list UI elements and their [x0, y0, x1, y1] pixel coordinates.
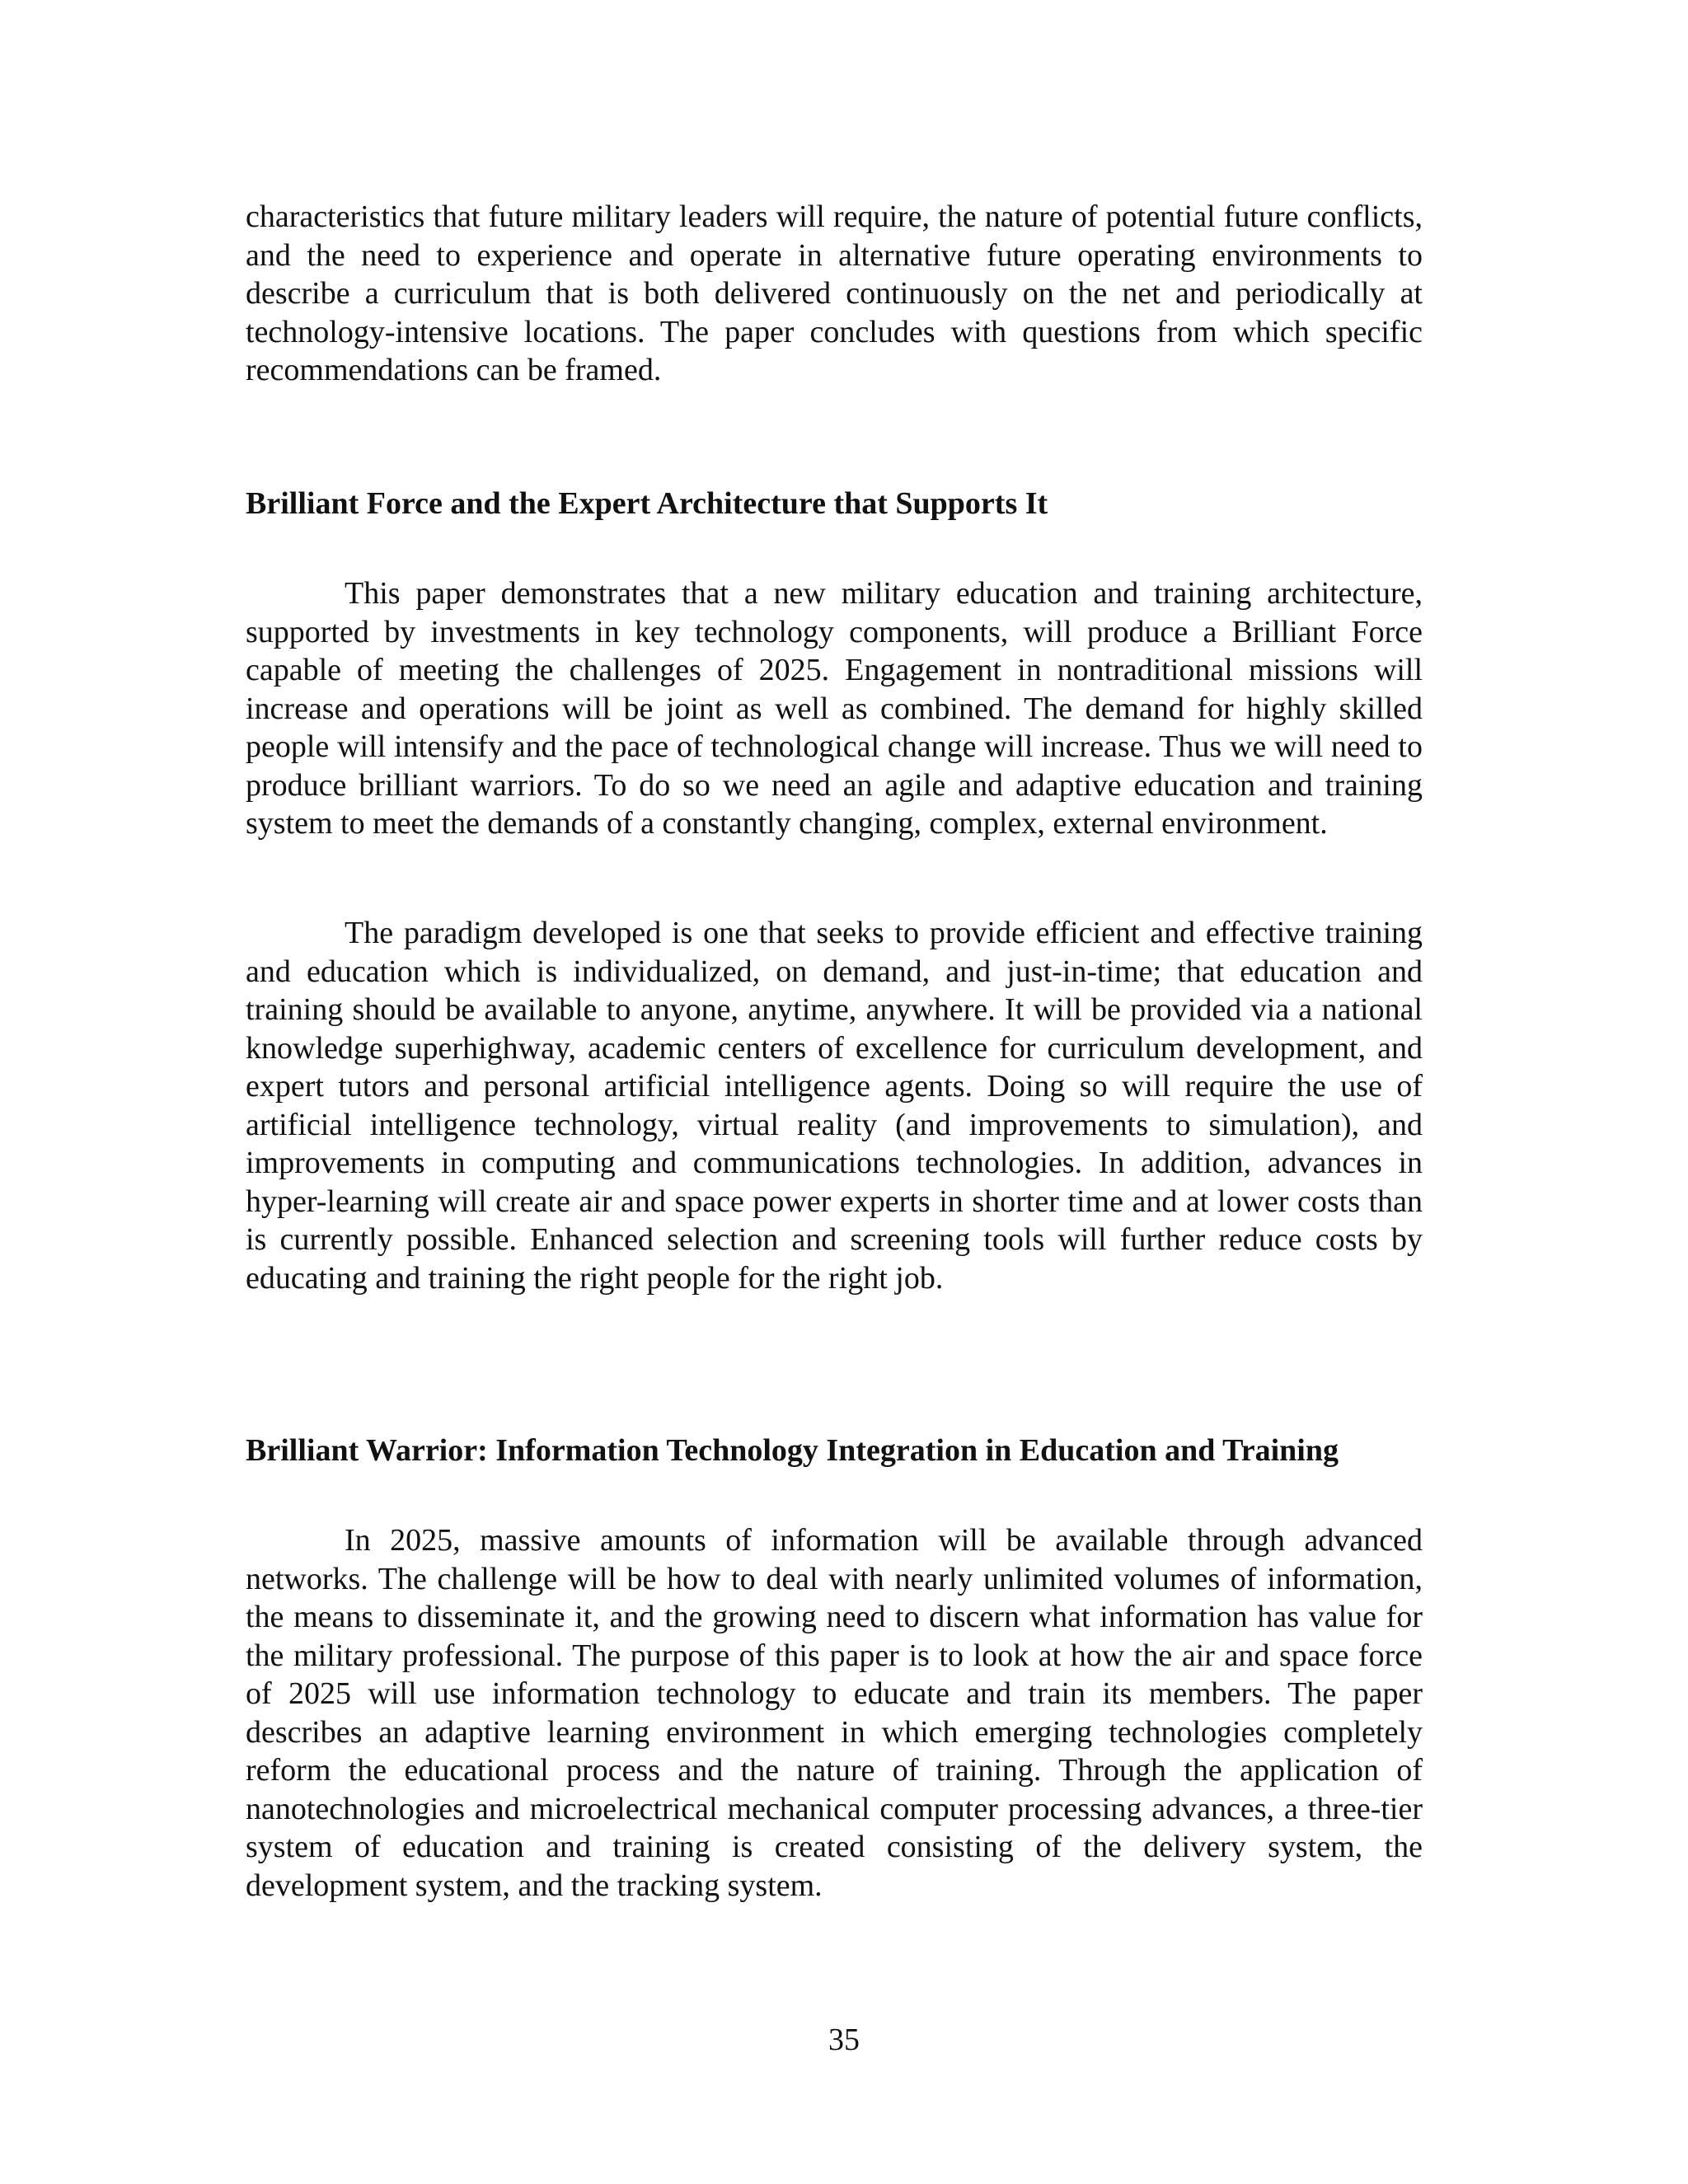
section-heading-brilliant-force: Brilliant Force and the Expert Architecture that Supports It [246, 486, 1048, 521]
brilliant-force-paragraph-2: The paradigm developed is one that seeks to provide efficient and effective training and education which is individualized, on demand, and just-in-time; that education and training should be available to anyone, anytime, anywhere. It will be provided via a national knowledge superhighway, academic centers of excellence for curriculum development, and expert tutors and personal artificial intelligence agents. Doing so will require the use of artificial intelligence technology, virtual reality (and improvements to simulation), and improvements in computing and communications technologies. In addition, advances in hyper-learning will create air and space power experts in shorter time and at lower costs than is currently possible. Enhanced selection and screening tools will further reduce costs by educating and training the right people for the right job. [246, 916, 1423, 1296]
intro-paragraph: characteristics that future military leaders will require, the nature of potential future conflicts, and the need to experience and operate in alternative future operating environments to describe a curriculum that is both delivered continuously on the net and periodically at technology-intensive locations. The paper concludes with questions from which specific recommendations can be framed. [246, 199, 1423, 387]
section-heading-brilliant-warrior: Brilliant Warrior: Information Technology Integration in Education and Training [246, 1433, 1339, 1468]
brilliant-warrior-paragraph-1: In 2025, massive amounts of information will be available through advanced networks. The challenge will be how to deal with nearly unlimited volumes of information, the means to disseminate it, and the growing need to discern what information has value for the military professional. The purpose of this paper is to look at how the air and space force of 2025 will use information technology to educate and train its members. The paper describes an adaptive learning environment in which emerging technologies completely reform the educational process and the nature of training. Through the application of nanotechnologies and microelectrical mechanical computer processing advances, a three-tier system of education and training is created consisting of the delivery system, the development system, and the tracking system. [246, 1523, 1423, 1903]
brilliant-force-paragraph-1: This paper demonstrates that a new military education and training architecture, supported by investments in key technology components, will produce a Brilliant Force capable of meeting the challenges of 2025. Engagement in nontraditional missions will increase and operations will be joint as well as combined. The demand for highly skilled people will intensify and the pace of technological change will increase. Thus we will need to produce brilliant warriors. To do so we need an agile and adaptive education and training system to meet the demands of a constantly changing, complex, external environment. [246, 576, 1423, 841]
page-number: 35 [828, 2022, 860, 2057]
